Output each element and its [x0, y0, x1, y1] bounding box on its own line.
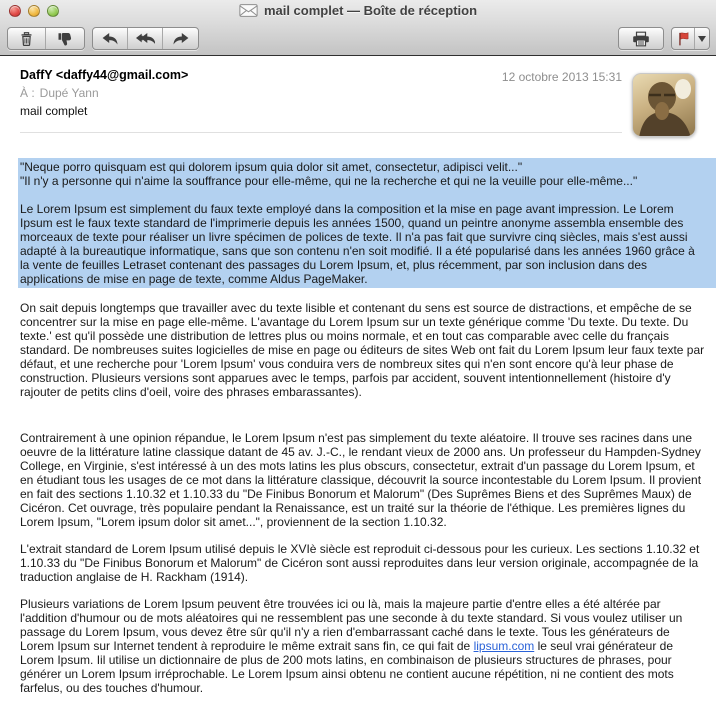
recipient-name: Dupé Yann — [39, 86, 99, 100]
print-button[interactable] — [619, 28, 663, 49]
paragraph-text: Plusieurs variations de Lorem Ipsum peuvent être trouvées ici ou là, mais la majeure partie d'entre elles a été altérée par l'addition d'humour ou de mots aléatoires qui ne ressemblent pas une seconde à du texte standard. Si vous voulez utiliser un passage du Lorem Ipsum, vous devez être sûr qu'il n'y a rien d'embarrassant caché dans le texte. Tous les générateurs de Lorem Ipsum sur Internet tendent à reproduire le même extrait sans fin, ce qui fait de — [20, 597, 683, 653]
forward-button[interactable] — [163, 28, 198, 49]
recipient-line — [20, 86, 696, 100]
reply-all-arrows-icon — [135, 32, 155, 46]
thumbs-down-icon — [57, 31, 73, 47]
flag-button-group — [671, 27, 710, 50]
lipsum-link[interactable]: lipsum.com — [473, 639, 535, 653]
paragraph-text: le seul vrai générateur de Lorem Ipsum. Iil utilise un dictionnaire de plus de 200 mots latins, en combinaison de plusieurs structures de phrases, pour générer un Lorem Ipsum irréprochable. Le Lorem Ipsum ainsi obtenu ne contient aucune répétition, ni ne contient des mots farfelus, ou des touches d'humour. — [20, 639, 674, 695]
to-label: À : — [20, 86, 35, 100]
sender: DaffY <daffy44@gmail.com> — [20, 68, 189, 82]
forward-arrow-icon — [172, 32, 190, 46]
printer-icon — [632, 31, 650, 47]
paragraph: L'extrait standard de Lorem Ipsum utilisé depuis le XVIè siècle est reproduit ci-dessous pour les curieux. Les sections 1.10.32 et 1.10.33 du "De Finibus Bonorum et Malorum" de Cicéron sont aussi reproduites dans leur version originale, accompagnée de la traduction anglaise de H. Rackham (1914). — [20, 542, 700, 584]
flag-menu-button[interactable] — [695, 28, 709, 49]
flag-button[interactable] — [672, 28, 695, 49]
reply-button-group — [92, 27, 199, 50]
message-header — [0, 57, 716, 132]
paragraph-with-link — [20, 597, 706, 695]
chevron-down-icon — [698, 36, 706, 42]
selected-text-block — [18, 158, 716, 288]
titlebar[interactable] — [0, 0, 716, 22]
reply-button[interactable] — [93, 28, 128, 49]
flag-icon — [676, 31, 691, 47]
delete-button[interactable] — [8, 28, 46, 49]
selected-paragraph: Le Lorem Ipsum est simplement du faux texte employé dans la composition et la mise en page avant impression. Le Lorem Ipsum est le faux texte standard de l'imprimerie depuis les années 1500, quand un peintre anonyme assembla ensemble des morceaux de texte pour réaliser un livre spécimen de polices de texte. Il n'a pas fait que survivre cinq siècles, mais s'est aussi adapté à la bureautique informatique, sans que son contenu n'en soit modifié. Il a été popularisé dans les années 1960 grâce à la vente de feuilles Letraset contenant des passages du Lorem Ipsum, et, plus récemment, par son inclusion dans des applications de mise en page de texte, comme Aldus PageMaker. — [20, 202, 695, 286]
selected-quote-1: "Neque porro quisquam est qui dolorem ipsum quia dolor sit amet, consectetur, adipisci velit..." — [20, 160, 523, 174]
junk-button[interactable] — [46, 28, 84, 49]
window-chrome — [0, 0, 716, 56]
selected-quote-2: "Il n'y a personne qui n'aime la souffrance pour elle-même, qui ne la recherche et qui ne la veuille pour elle-même..." — [20, 174, 638, 188]
paragraph: Contrairement à une opinion répandue, le Lorem Ipsum n'est pas simplement du texte aléatoire. Il trouve ses racines dans une oeuvre de la littérature latine classique datant de 45 av. J.-C., le rendant vieux de 2000 ans. Un professeur du Hampden-Sydney College, en Virginie, s'est intéressé à un des mots latins les plus obscurs, consectetur, extrait d'un passage du Lorem Ipsum, et en étudiant tous les usages de ce mot dans la littérature classique, découvrit la source incontestable du Lorem Ipsum. Il provient en fait des sections 1.10.32 et 1.10.33 du "De Finibus Bonorum et Malorum" (Des Suprêmes Biens et des Suprêmes Maux) de Cicéron. Cet ouvrage, très populaire pendant la Renaissance, est un traité sur la théorie de l'éthique. Les premières lignes du Lorem Ipsum, "Lorem ipsum dolor sit amet...", proviennent de la section 1.10.32. — [20, 431, 702, 529]
reply-arrow-icon — [101, 32, 119, 46]
message-pane — [0, 57, 716, 713]
window-title-text: mail complet — Boîte de réception — [263, 3, 478, 18]
paragraph: On sait depuis longtemps que travailler avec du texte lisible et contenant du sens est source de distractions, et empêche de se concentrer sur la mise en page elle-même. L'avantage du Lorem Ipsum sur un texte générique comme 'Du texte. Du texte. Du texte.' est qu'il possède une distribution de lettres plus ou moins normale, et en tout cas comparable avec celle du français standard. De nombreuses suites logicielles de mise en page ou éditeurs de sites Web ont fait du Lorem Ipsum leur faux texte par défaut, et une recherche pour 'Lorem Ipsum' vous conduira vers de nombreux sites qui n'en sont encore qu'à leur phase de construction. Plusieurs versions sont apparues avec le temps, parfois par accident, souvent intentionnellement (histoire d'y rajouter de petits clins d'oeil, voire des phrases embarassantes). — [20, 301, 705, 399]
sender-avatar — [632, 73, 696, 137]
message-date: 12 octobre 2013 15:31 — [501, 70, 622, 84]
avatar-portrait — [633, 74, 696, 137]
delete-junk-button-group — [7, 27, 85, 50]
message-body — [0, 133, 716, 695]
reply-all-button[interactable] — [128, 28, 163, 49]
subject: mail complet — [20, 104, 88, 118]
window-title — [0, 3, 716, 18]
trash-icon — [19, 31, 34, 47]
envelope-icon — [239, 4, 258, 17]
print-button-group — [618, 27, 664, 50]
